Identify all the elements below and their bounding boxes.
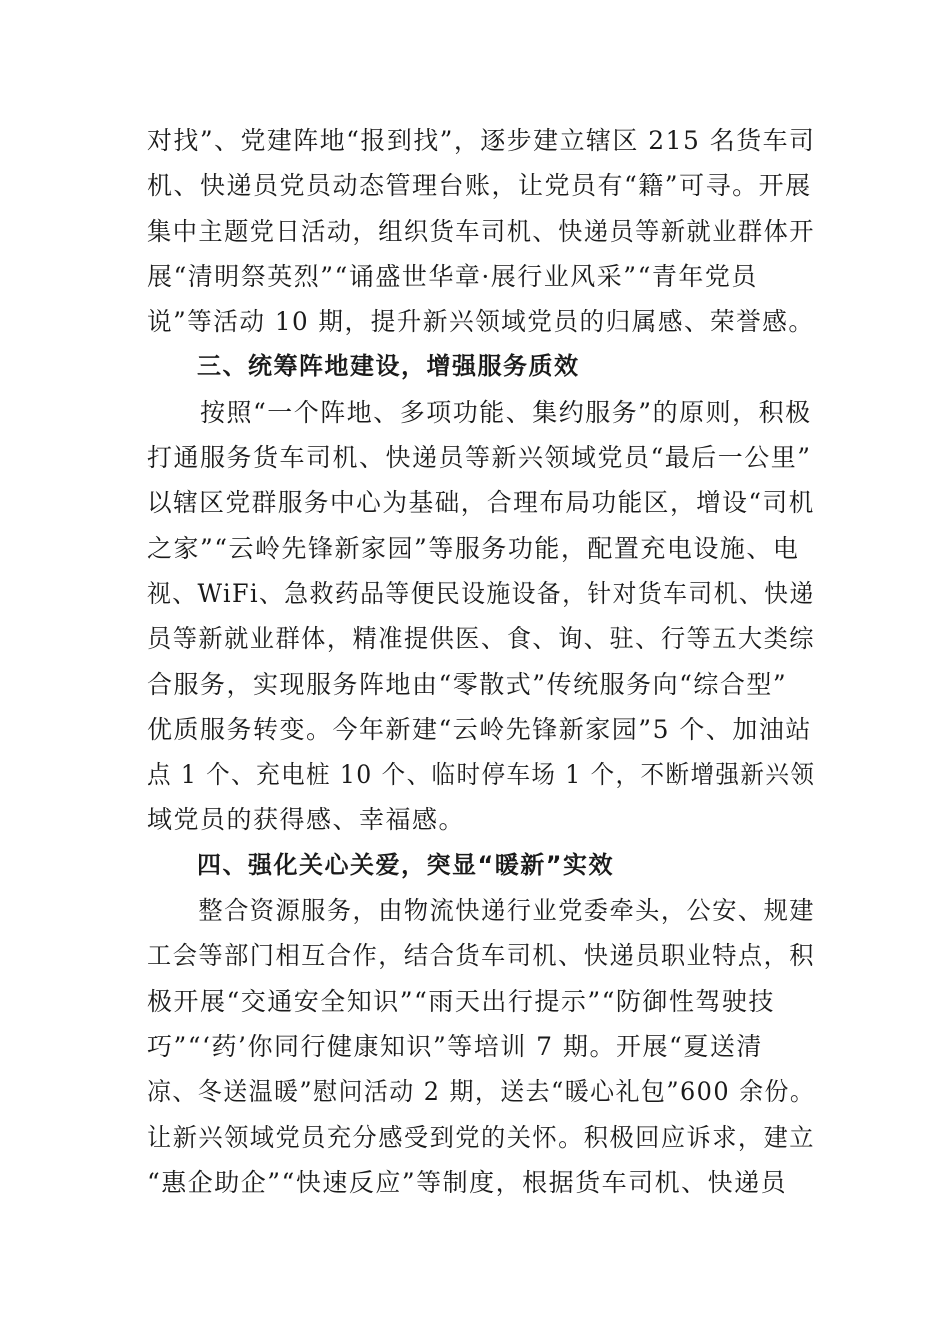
text-line: “惠企助企”“快速反应”等制度，根据货车司机、快递员 bbox=[147, 1167, 788, 1197]
text-line: 打通服务货车司机、快递员等新兴领域党员“最后一公里” bbox=[147, 443, 812, 473]
text-line: 集中主题党日活动，组织货车司机、快递员等新就业群体开 bbox=[147, 216, 816, 246]
text-line: 说”等活动 10 期，提升新兴领域党员的归属感、荣誉感。 bbox=[147, 307, 815, 337]
text-line: 以辖区党群服务中心为基础，合理布局功能区，增设“司机 bbox=[147, 488, 815, 518]
text-line: 展“清明祭英烈”“诵盛世华章·展行业风采”“青年党员 bbox=[147, 261, 758, 291]
section-heading: 三、统筹阵地建设，增强服务质效 bbox=[197, 352, 580, 381]
text-line: 视、WiFi、急救药品等便民设施设备，针对货车司机、快递 bbox=[147, 578, 815, 608]
text-line: 按照“一个阵地、多项功能、集约服务”的原则，积极 bbox=[147, 397, 812, 427]
text-line: 合服务，实现服务阵地由“零散式”传统服务向“综合型” bbox=[147, 669, 788, 699]
text-line: 工会等部门相互合作，结合货车司机、快递员职业特点，积 bbox=[147, 941, 816, 971]
text-line: 之家”“云岭先锋新家园”等服务功能，配置充电设施、电 bbox=[147, 533, 800, 563]
text-line: 域党员的获得感、幸福感。 bbox=[147, 805, 466, 835]
text-line: 点 1 个、充电桩 10 个、临时停车场 1 个，不断增强新兴领 bbox=[147, 760, 816, 790]
text-line: 机、快递员党员动态管理台账，让党员有“籍”可寻。开展 bbox=[147, 171, 812, 201]
text-line: 让新兴领域党员充分感受到党的关怀。积极回应诉求，建立 bbox=[147, 1122, 816, 1152]
text-line: 整合资源服务，由物流快递行业党委牵头，公安、规建 bbox=[147, 896, 816, 926]
text-line: 凉、冬送温暖”慰问活动 2 期，送去“暖心礼包”600 余份。 bbox=[147, 1077, 816, 1107]
text-line: 员等新就业群体，精准提供医、食、询、驻、行等五大类综 bbox=[147, 624, 816, 654]
text-line: 巧”“‘药’你同行健康知识”等培训 7 期。开展“夏送清 bbox=[147, 1031, 763, 1061]
text-line: 优质服务转变。今年新建“云岭先锋新家园”5 个、加油站 bbox=[147, 714, 812, 744]
section-heading: 四、强化关心关爱，突显“暖新”实效 bbox=[197, 850, 615, 879]
text-line: 极开展“交通安全知识”“雨天出行提示”“防御性驾驶技 bbox=[147, 986, 775, 1016]
text-line: 对找”、党建阵地“报到找”，逐步建立辖区 215 名货车司 bbox=[147, 126, 816, 155]
document-body bbox=[147, 118, 815, 1205]
